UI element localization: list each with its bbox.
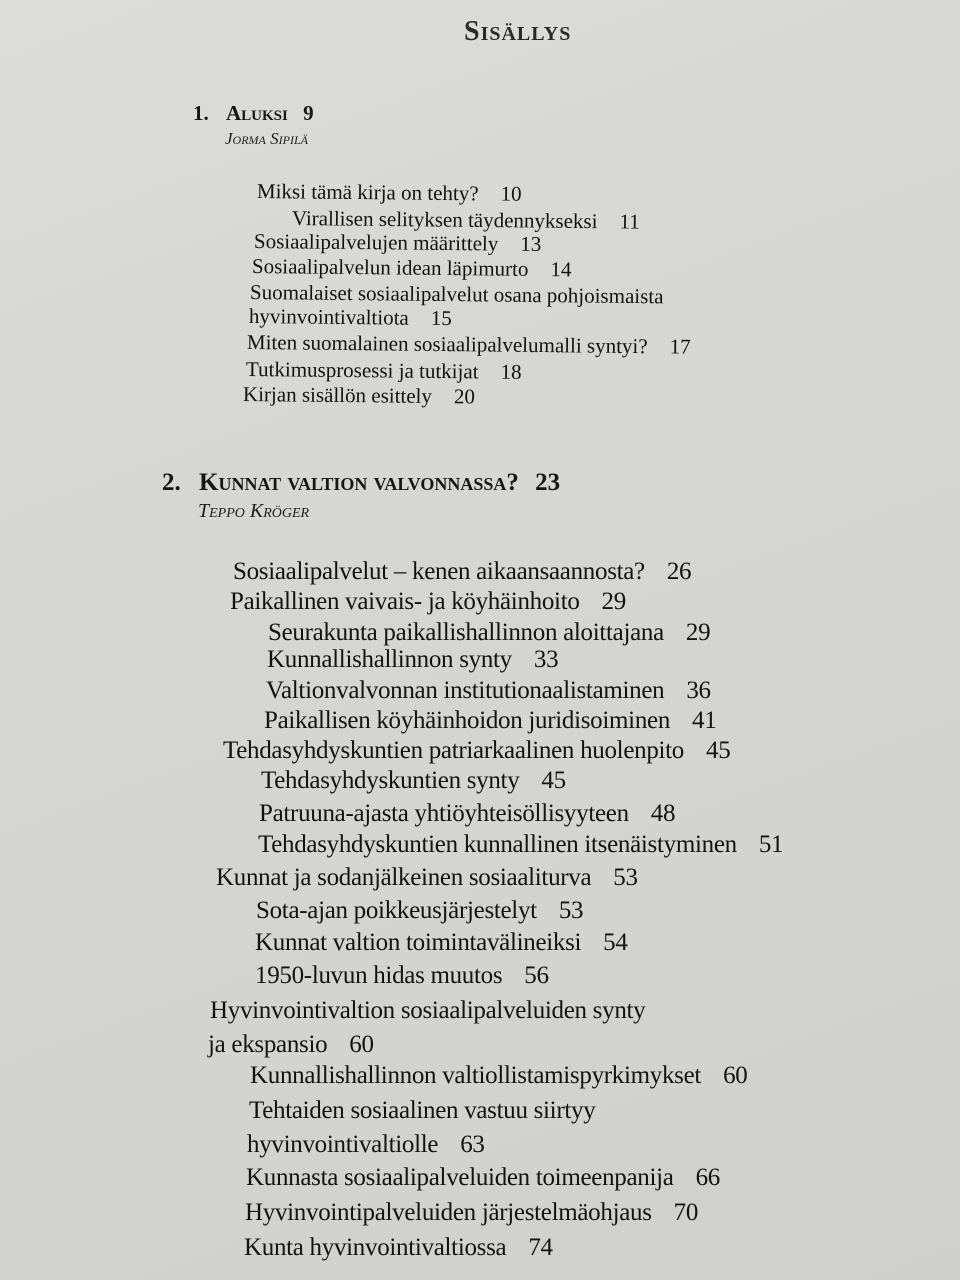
chapter-title: Aluksi bbox=[226, 101, 288, 125]
entry-title: ja ekspansio bbox=[208, 1031, 328, 1058]
entry-title: Sosiaalipalvelujen määrittely bbox=[253, 229, 499, 256]
entry-title: Sosiaalipalvelun idean läpimurto bbox=[251, 254, 529, 281]
toc-entry bbox=[216, 864, 638, 892]
entry-page: 29 bbox=[601, 588, 626, 615]
entry-page: 11 bbox=[619, 209, 640, 234]
entry-title: Kunnallishallinnon synty bbox=[267, 646, 512, 673]
toc-entry bbox=[261, 767, 566, 795]
toc-entry bbox=[259, 800, 675, 828]
entry-title: Sosiaalipalvelut – kenen aikaansaannosta? bbox=[233, 558, 645, 585]
entry-page: 60 bbox=[349, 1031, 374, 1058]
toc-entry bbox=[208, 1031, 374, 1059]
toc-entry bbox=[245, 1199, 698, 1227]
toc-entry bbox=[258, 831, 783, 859]
entry-page: 13 bbox=[520, 231, 542, 257]
entry-page: 45 bbox=[706, 737, 731, 764]
entry-title: Valtionvalvonnan institutionaalistaminen bbox=[266, 677, 665, 704]
entry-title: 1950-luvun hidas muutos bbox=[255, 962, 503, 989]
page-title: Sisällys bbox=[464, 16, 572, 47]
chapter-title: Kunnat valtion valvonnassa? bbox=[199, 469, 519, 496]
toc-entry bbox=[233, 558, 691, 586]
toc-entry bbox=[249, 304, 452, 331]
toc-entry bbox=[243, 382, 475, 409]
toc-entry bbox=[210, 997, 667, 1025]
toc-entry bbox=[244, 1234, 553, 1262]
toc-entry bbox=[249, 1097, 617, 1125]
entry-title: Hyvinvointivaltion sosiaalipalveluiden synty bbox=[210, 997, 646, 1024]
entry-page: 41 bbox=[692, 707, 717, 734]
entry-page: 53 bbox=[613, 864, 638, 891]
toc-entry bbox=[255, 929, 628, 957]
toc-entry bbox=[257, 179, 522, 207]
entry-title: Paikallisen köyhäinhoidon juridisoiminen bbox=[264, 707, 671, 734]
entry-title: Seurakunta paikallishallinnon aloittajana bbox=[268, 619, 664, 646]
entry-title: Paikallinen vaivais- ja köyhäinhoito bbox=[230, 588, 580, 615]
entry-title: Hyvinvointipalveluiden järjestelmäohjaus bbox=[245, 1199, 652, 1226]
entry-page: 10 bbox=[500, 181, 522, 206]
toc-entry bbox=[247, 1131, 485, 1159]
entry-page: 60 bbox=[723, 1062, 748, 1089]
toc-entry bbox=[255, 962, 549, 990]
toc-entry bbox=[246, 1164, 720, 1192]
chapter-heading bbox=[193, 101, 314, 126]
entry-title: Tutkimusprosessi ja tutkijat bbox=[245, 357, 479, 384]
chapter-number: 2. bbox=[162, 469, 181, 496]
entry-page: 48 bbox=[650, 800, 676, 827]
toc-entry bbox=[267, 646, 558, 674]
toc-entry bbox=[268, 619, 710, 647]
chapter-heading bbox=[162, 469, 560, 497]
chapter-author: Jorma Sipilä bbox=[225, 129, 308, 148]
toc-entry bbox=[246, 357, 522, 385]
entry-page: 53 bbox=[558, 897, 584, 924]
entry-page: 29 bbox=[685, 619, 711, 646]
entry-title: Miten suomalainen sosiaalipalvelumalli syntyi? bbox=[246, 330, 648, 359]
chapter-page: 9 bbox=[303, 101, 314, 125]
chapter-page: 23 bbox=[535, 469, 561, 496]
toc-entry bbox=[250, 1062, 747, 1090]
entry-page: 17 bbox=[669, 334, 691, 359]
entry-title: Tehdasyhdyskuntien kunnallinen itsenäistyminen bbox=[258, 831, 737, 858]
entry-page: 36 bbox=[686, 677, 711, 704]
entry-page: 70 bbox=[673, 1199, 699, 1226]
entry-title: Tehtaiden sosiaalinen vastuu siirtyy bbox=[249, 1097, 596, 1124]
chapter-author: Teppo Kröger bbox=[198, 500, 310, 522]
entry-page: 26 bbox=[666, 558, 692, 585]
entry-title: Miksi tämä kirja on tehty? bbox=[256, 179, 479, 206]
entry-title: hyvinvointivaltiolle bbox=[247, 1131, 439, 1158]
entry-page: 54 bbox=[603, 929, 628, 956]
entry-page: 63 bbox=[460, 1131, 485, 1158]
entry-title: Tehdasyhdyskuntien synty bbox=[261, 767, 520, 794]
entry-title: Kunta hyvinvointivaltiossa bbox=[244, 1234, 507, 1261]
entry-title: Sota-ajan poikkeusjärjestelyt bbox=[256, 897, 537, 924]
entry-page: 56 bbox=[524, 962, 549, 989]
entry-title: Patruuna-ajasta yhtiöyhteisöllisyyteen bbox=[259, 800, 629, 827]
entry-title: Kunnat ja sodanjälkeinen sosiaaliturva bbox=[216, 864, 592, 891]
toc-entry bbox=[223, 737, 730, 765]
toc-entry bbox=[256, 897, 583, 925]
entry-page: 18 bbox=[500, 359, 522, 384]
toc-entry bbox=[252, 254, 572, 282]
toc-entry bbox=[266, 677, 711, 705]
entry-page: 33 bbox=[533, 646, 559, 673]
entry-page: 51 bbox=[758, 831, 784, 858]
entry-title: Kunnat valtion toimintavälineiksi bbox=[255, 929, 582, 956]
entry-page: 45 bbox=[541, 767, 566, 794]
entry-page: 66 bbox=[695, 1164, 720, 1191]
entry-title: hyvinvointivaltiota bbox=[248, 304, 409, 330]
toc-entry bbox=[247, 330, 691, 360]
toc-entry bbox=[230, 588, 626, 616]
toc-entry bbox=[264, 707, 716, 735]
entry-title: Kunnallishallinnon valtiollistamispyrkimykset bbox=[250, 1062, 702, 1089]
entry-title: Virallisen selityksen täydennykseksi bbox=[291, 206, 598, 234]
entry-page: 14 bbox=[550, 257, 572, 282]
chapter-number: 1. bbox=[193, 101, 209, 125]
toc-entry bbox=[254, 229, 542, 257]
entry-title: Suomalaiset sosiaalipalvelut osana pohjoismaista bbox=[249, 280, 664, 309]
entry-page: 74 bbox=[528, 1234, 553, 1261]
entry-title: Kunnasta sosiaalipalveluiden toimeenpanija bbox=[246, 1164, 674, 1191]
entry-title: Tehdasyhdyskuntien patriarkaalinen huolenpito bbox=[223, 737, 685, 764]
entry-title: Kirjan sisällön esittely bbox=[242, 382, 433, 408]
entry-page: 15 bbox=[430, 305, 452, 331]
entry-page: 20 bbox=[453, 384, 476, 409]
